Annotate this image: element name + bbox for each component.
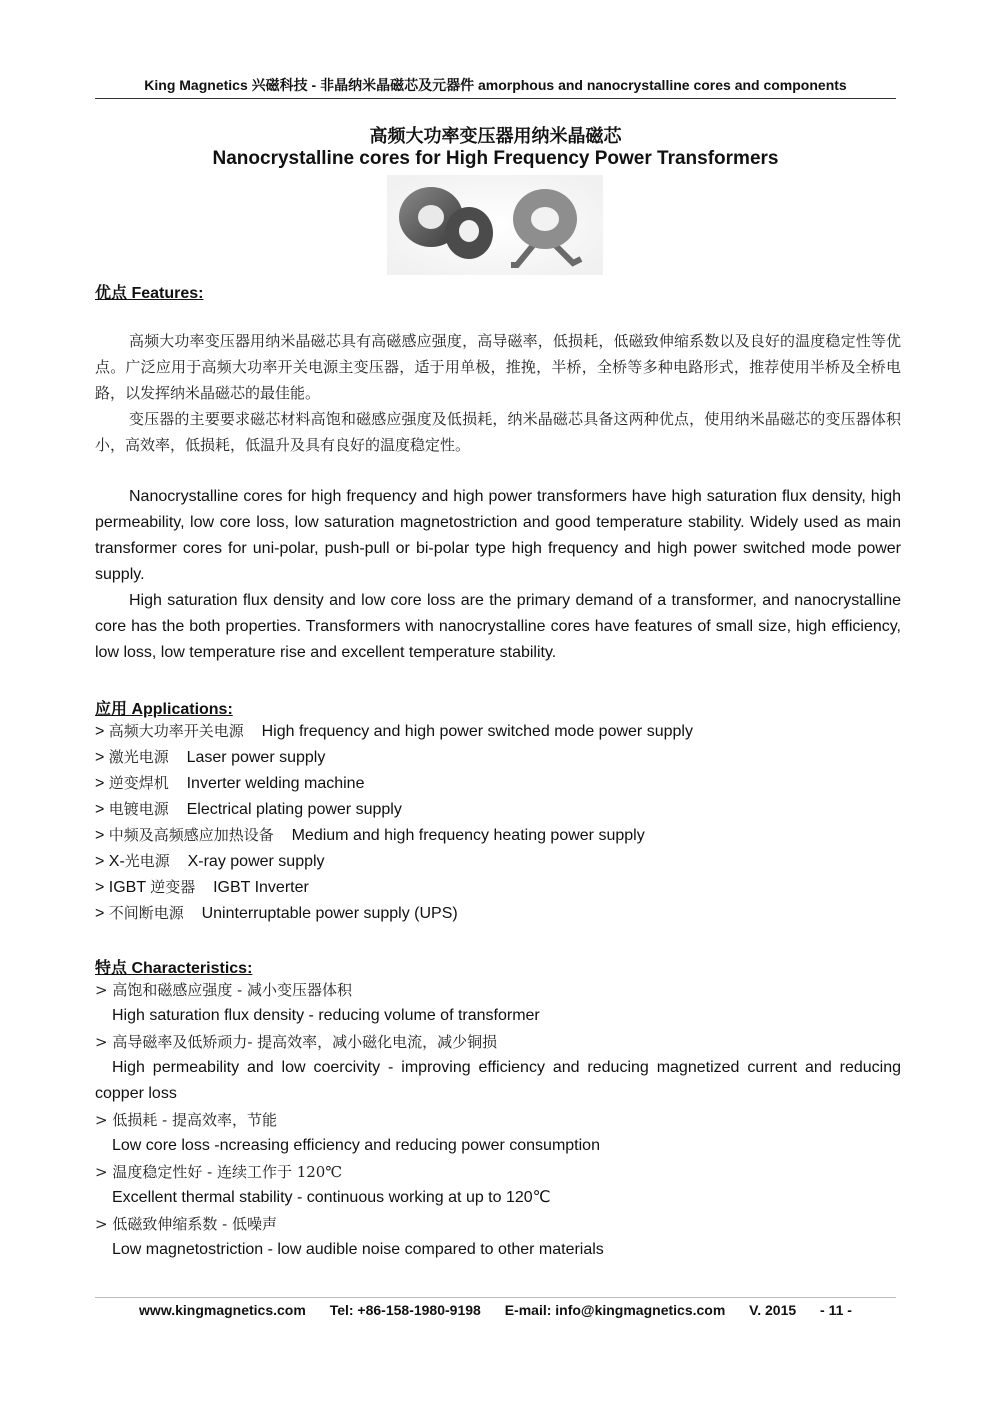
characteristics-heading: 特点 Characteristics: [95,960,253,977]
features-en-paragraph-2: High saturation flux density and low core loss are the primary demand of a transformer, and nanocrystalline core has the both properties. Transformers with nanocrystalline cores have features of small size, high efficiency, low loss, low temperature rise and excellent temperature stability. [95,592,901,661]
features-zh-paragraph-1: 高频大功率变压器用纳米晶磁芯具有高磁感应强度，高导磁率，低损耗，低磁致伸缩系数以及良好的温度稳定性等优点。广泛应用于高频大功率开关电源主变压器，适于用单极，推挽，半桥，全桥等多种电路形式，推荐使用半桥及全桥电路，以发挥纳米晶磁芯的最佳能。 [95,332,901,402]
list-item: > 电镀电源 Electrical plating power supply [95,800,402,818]
footer-email: E-mail: info@kingmagnetics.com [504,1302,726,1318]
list-item: > IGBT 逆变器 IGBT Inverter [95,878,309,896]
footer-website: www.kingmagnetics.com [139,1302,306,1318]
features-en-paragraph-1: Nanocrystalline cores for high frequency and high power transformers have high saturation flux density, high permeability, low core loss, low saturation magnetostriction and good temperature stability. Widely used as main transformer cores for uni-polar, push-pull or bi-polar type high frequency and high power switched mode power supply. [95,488,901,583]
features-zh-paragraph-2: 变压器的主要要求磁芯材料高饱和磁感应强度及低损耗，纳米晶磁芯具备这两种优点，使用纳米晶磁芯的变压器体积小，高效率，低损耗，低温升及具有良好的温度稳定性。 [95,410,901,454]
list-item: > 逆变焊机 Inverter welding machine [95,774,365,792]
characteristic-zh: > 高饱和磁感应强度 - 减小变压器体积 [95,981,352,999]
list-item: > X-光电源 X-ray power supply [95,852,325,870]
features-heading: 优点 Features: [95,285,204,302]
characteristic-en: Low core loss -ncreasing efficiency and reducing power consumption [112,1137,600,1154]
product-photo [387,175,603,275]
page-title-english: Nanocrystalline cores for High Frequency Power Transformers [212,148,779,169]
footer-version: V. 2015 [749,1302,797,1318]
header-text: King Magnetics 兴磁科技 - 非晶纳米晶磁芯及元器件 amorphous and nanocrystalline cores and components [144,77,847,93]
characteristic-zh: > 低损耗 - 提高效率，节能 [95,1111,277,1129]
page-header [95,76,896,99]
list-item: > 高频大功率开关电源 High frequency and high power switched mode power supply [95,722,693,740]
medium-core-ring [445,207,493,259]
list-item: > 不间断电源 Uninterruptable power supply (UPS) [95,904,458,922]
footer-page-number: - 11 - [820,1302,852,1318]
applications-heading: 应用 Applications: [95,701,233,718]
characteristic-zh: > 温度稳定性好 - 连续工作于 120℃ [95,1163,343,1181]
list-item: > 激光电源 Laser power supply [95,748,326,766]
characteristic-en: High permeability and low coercivity - improving efficiency and reducing magnetized current and reducing copper loss [95,1059,901,1102]
characteristics-list [95,977,901,1263]
characteristic-zh: > 低磁致伸缩系数 - 低噪声 [95,1215,277,1233]
characteristic-en: Excellent thermal stability - continuous working at up to 120℃ [112,1189,551,1206]
characteristic-en: High saturation flux density - reducing volume of transformer [112,1007,540,1024]
footer-tel: Tel: +86-158-1980-9198 [329,1302,481,1318]
characteristic-zh: > 高导磁率及低矫顽力- 提高效率，减小磁化电流，减少铜损 [95,1033,498,1051]
applications-list [95,718,901,926]
characteristic-en: Low magnetostriction - low audible noise compared to other materials [112,1241,604,1258]
list-item: > 中频及高频感应加热设备 Medium and high frequency heating power supply [95,826,645,844]
page-footer [95,1297,896,1318]
page-title-chinese: 高频大功率变压器用纳米晶磁芯 [369,126,622,147]
